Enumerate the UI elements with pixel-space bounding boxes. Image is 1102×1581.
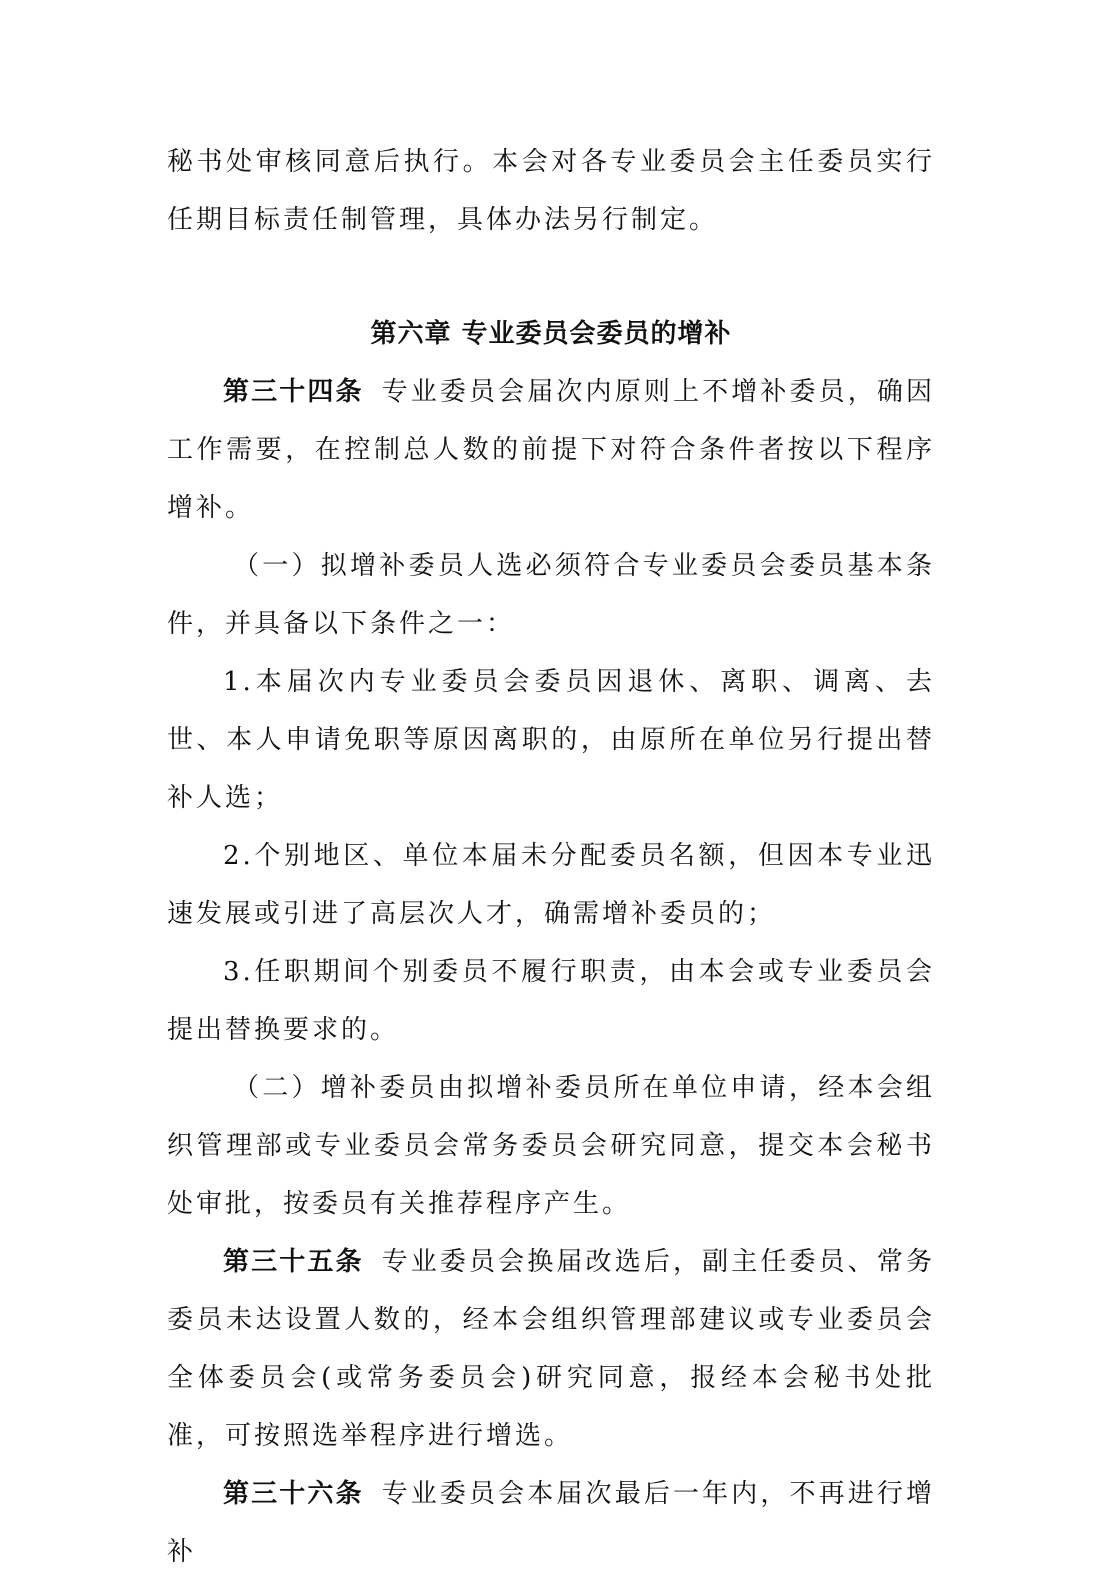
article-35: [167, 1233, 935, 1465]
article-34-text: 专业委员会届次内原则上不增补委员，确因工作需要，在控制总人数的前提下对符合条件者按以下程序增补。: [167, 377, 935, 523]
article-36: [167, 1465, 935, 1581]
article-36-number: 第三十六条: [223, 1479, 364, 1509]
article-34-sub-3: 3.任职期间个别委员不履行职责，由本会或专业委员会提出替换要求的。: [167, 957, 935, 1045]
chapter-title: 第六章 专业委员会委员的增补: [370, 319, 732, 349]
article-34-item-1: （一）拟增补委员人选必须符合专业委员会委员基本条件，并具备以下条件之一：: [167, 551, 935, 639]
article-34: [167, 363, 935, 537]
document-page: [167, 133, 935, 1581]
article-34-item-2: （二）增补委员由拟增补委员所在单位申请，经本会组织管理部或专业委员会常务委员会研究同意，提交本会秘书处审批，按委员有关推荐程序产生。: [167, 1073, 935, 1219]
article-34-number: 第三十四条: [223, 377, 364, 407]
article-34-sub-2: 2.个别地区、单位本届未分配委员名额，但因本专业迅速发展或引进了高层次人才，确需增补委员的；: [167, 841, 935, 929]
article-35-number: 第三十五条: [223, 1247, 364, 1277]
article-35-text: 专业委员会换届改选后，副主任委员、常务委员未达设置人数的，经本会组织管理部建议或专业委员会全体委员会(或常务委员会)研究同意，报经本会秘书处批准，可按照选举程序进行增选。: [167, 1247, 935, 1451]
article-34-sub-1: 1.本届次内专业委员会委员因退休、离职、调离、去世、本人申请免职等原因离职的，由原所在单位另行提出替补人选；: [167, 667, 935, 813]
continued-paragraph: 秘书处审核同意后执行。本会对各专业委员会主任委员实行任期目标责任制管理，具体办法另行制定。: [167, 147, 935, 235]
article-36-text: 专业委员会本届次最后一年内，不再进行增补: [167, 1479, 935, 1567]
